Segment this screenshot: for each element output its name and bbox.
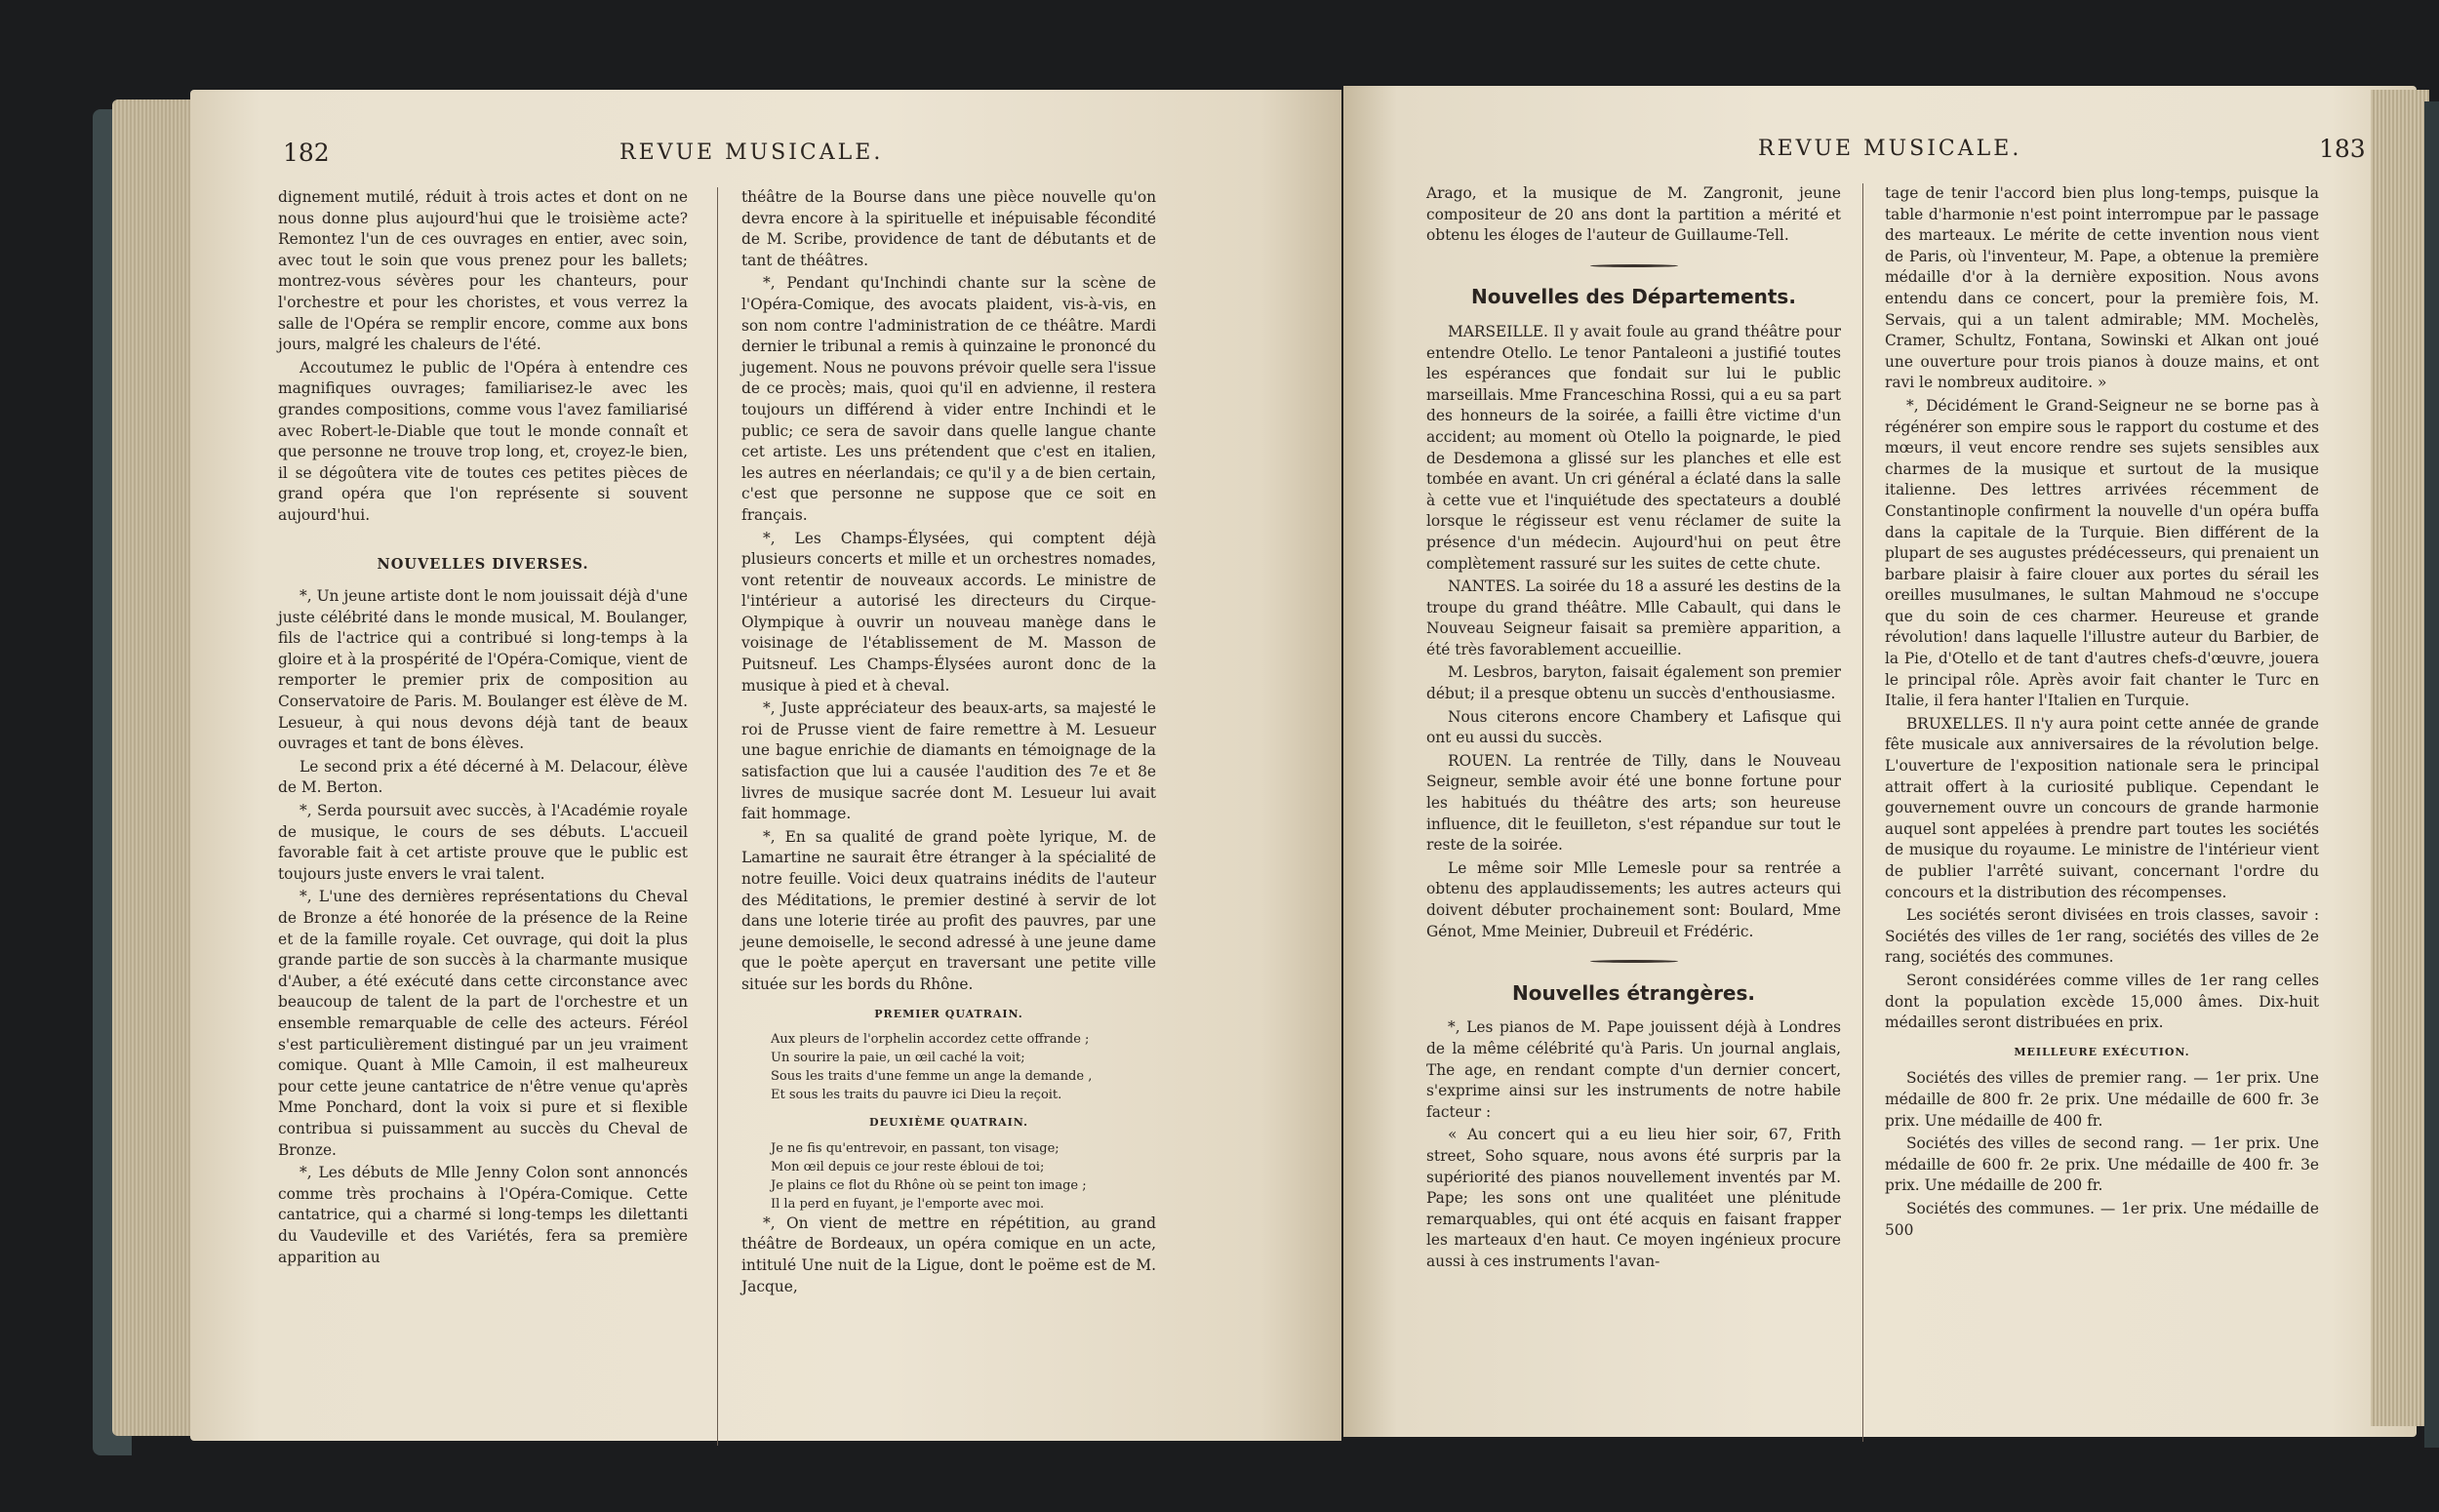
right-column-2 bbox=[1885, 183, 2319, 1243]
section-heading: NOUVELLES DIVERSES. bbox=[377, 555, 589, 573]
paragraph: BRUXELLES. Il n'y aura point cette année de grande fête musicale aux anniversaires de la révolution belge. L'ouverture de l'exposition nationale sera le principal attrait offert à la curiosité publique. Cependant le gouvernement ouvre un concours de grande harmonie auquel sont appelées à prendre part toutes les sociétés de musique du royaume. Le ministre de l'intérieur vient de publier l'arrêté suivant, concernant l'ordre du concours et la distribution des récompenses. bbox=[1885, 714, 2319, 901]
ornament-rule bbox=[1426, 253, 1841, 274]
open-book bbox=[93, 90, 2366, 1455]
paragraph: *, Les Champs-Élysées, qui comptent déjà plusieurs concerts et mille et un orchestres nomades, vont retentir de nouveaux accords. Le ministre de l'intérieur a autorisé les directeurs du Cirque-Olympique à ouvrir un nouveau manège dans le voisinage de l'établissement de M. Masson de Puitsneuf. Les Champs-Élysées auront donc de la musique à pied et à cheval. bbox=[741, 529, 1156, 695]
paragraph: Nous citerons encore Chambery et Lafisque qui ont eu aussi du succès. bbox=[1426, 707, 1841, 747]
left-column-2 bbox=[741, 187, 1156, 1299]
paragraph: Le second prix a été décerné à M. Delacour, élève de M. Berton. bbox=[278, 757, 688, 797]
paragraph: Le même soir Mlle Lemesle pour sa rentrée a obtenu des applaudissements; les autres acteurs qui doivent débuter prochainement sont: Boulard, Mme Génot, Mme Meinier, Dubreuil et Frédéric. bbox=[1426, 858, 1841, 940]
paragraph: Seront considérées comme villes de 1er rang celles dont la population excède 15,000 âmes. Dix-huit médailles seront distribuées en prix. bbox=[1885, 971, 2319, 1032]
page-number-left: 182 bbox=[283, 139, 330, 167]
left-page-edges bbox=[112, 99, 200, 1436]
paragraph: *, Serda poursuit avec succès, à l'Académie royale de musique, le cours de ses débuts. L'accueil favorable fait à cet artiste prouve que le public est toujours juste envers le vrai talent. bbox=[278, 802, 688, 883]
paragraph: dignement mutilé, réduit à trois actes et dont on ne nous donne plus aujourd'hui que le troisième acte? Remontez l'un de ces ouvrages en entier, avec soin, avec tout le soin que vous prenez pour les ballets; montrez-vous sévères pour les chanteurs, pour l'orchestre et pour les choristes, et vous verrez la salle de l'Opéra se remplir encore, comme aux bons jours, malgré les chaleurs de l'été. bbox=[278, 188, 688, 354]
paragraph: MARSEILLE. Il y avait foule au grand théâtre pour entendre Otello. Le tenor Pantaleoni a justifié toutes les espérances que fondait sur lui le public marseillais. Mme Franceschina Rossi, qui a eu sa part des honneurs de la soirée, a failli être victime d'un accident; au moment où Otello la poignarde, le pied de Desdemona a glissé sur les planches et elle est tombée en avant. Un cri général a éclaté dans la salle à cette vue et l'inquiétude des spectateurs a doublé lorsque le régisseur est venu réclamer de suite la présence d'un médecin. Aujourd'hui on peut être complètement rassuré sur les suites de cette chute. bbox=[1426, 322, 1841, 573]
paragraph: *, Les débuts de Mlle Jenny Colon sont annoncés comme très prochains à l'Opéra-Comique. Cette cantatrice, qui a charmé si long-temps les dilettanti du Vaudeville et des Variétés, fera sa première apparition au bbox=[278, 1164, 688, 1266]
running-head-left: REVUE MUSICALE. bbox=[620, 140, 884, 165]
verse-line: Je plains ce flot du Rhône où se peint ton image ; bbox=[771, 1177, 1087, 1193]
paragraph: théâtre de la Bourse dans une pièce nouvelle qu'on devra encore à la spirituelle et inépuisable fécondité de M. Scribe, providence de tant de débutants et de tant de théâtres. bbox=[741, 188, 1156, 269]
ornament-rule bbox=[1426, 948, 1841, 970]
quatrain-1 bbox=[771, 1030, 1156, 1104]
right-page-edges bbox=[2371, 90, 2429, 1426]
verse-line: Aux pleurs de l'orphelin accordez cette offrande ; bbox=[771, 1032, 1090, 1048]
verse-line: Sous les traits d'une femme un ange la demande , bbox=[771, 1069, 1093, 1085]
paragraph: NANTES. La soirée du 18 a assuré les destins de la troupe du grand théâtre. Mlle Cabault, qui dans le Nouveau Seigneur faisait sa première apparition, a été très favorablement accueillie. bbox=[1426, 577, 1841, 658]
paragraph: *, L'une des dernières représentations du Cheval de Bronze a été honorée de la présence de la Reine et de la famille royale. Cet ouvrage, qui doit la plus grande partie de son succès à la charmante musique d'Auber, a été exécuté dans cette circonstance avec beaucoup de talent de la part de l'orchestre et un ensemble remarquable de celle des acteurs. Féréol s'est particulièrement distingué par un jeu vraiment comique. Quant à Mlle Camoin, il est malheureux pour cette jeune cantatrice de n'être venue qu'après Mme Ponchard, dont la voix si pure et si flexible contribua si puissamment au succès du Cheval de Bronze. bbox=[278, 888, 688, 1159]
left-column-1 bbox=[278, 187, 688, 1270]
verse-line: Il la perd en fuyant, je l'emporte avec moi. bbox=[771, 1196, 1045, 1212]
verse-line: Un sourire la paie, un œil caché la voit; bbox=[771, 1051, 1025, 1066]
right-column-1 bbox=[1426, 183, 1841, 1275]
paragraph: *, Décidément le Grand-Seigneur ne se borne pas à régénérer son empire sous le rapport du costume et des mœurs, il veut encore rendre ses sujets sensibles aux charmes de la musique et surtout de la musique italienne. Des lettres arrivées récemment de Constantinople confirment la nouvelle d'un opéra buffa dans la capitale de la Turquie. Bien différent de la plupart de ses augustes prédécesseurs, qui prenaient un barbare plaisir à faire clouer aux portes du sérail les oreilles musulmanes, le sultan Mahmoud ne s'occupe que du soin de ces charmer. Heureuse et grande révolution! dans laquelle l'illustre auteur du Barbier, de la Pie, d'Otello et de tant d'autres chefs-d'œuvre, jouera le principal rôle. Après avoir fait chanter le Turc en Italie, il fera hanter l'Italien en Turquie. bbox=[1885, 396, 2319, 710]
column-divider bbox=[1862, 183, 1863, 1442]
verse-line: Et sous les traits du pauvre ici Dieu la reçoit. bbox=[771, 1088, 1062, 1103]
paragraph: M. Lesbros, baryton, faisait également son premier début; il a presque obtenu un succès d'enthousiasme. bbox=[1426, 663, 1841, 703]
paragraph: *, Un jeune artiste dont le nom jouissait déjà d'une juste célébrité dans le monde musical, M. Boulanger, fils de l'actrice qui a contribué si long-temps à la gloire et à la prospérité de l'Opéra-Comique, vient de remporter le premier prix de composition au Conservatoire de Paris. M. Boulanger est élève de M. Lesueur, à qui nous devons déjà tant de beaux ouvrages et tant de bons élèves. bbox=[278, 587, 688, 753]
paragraph: Les sociétés seront divisées en trois classes, savoir : Sociétés des villes de 1er rang, sociétés des villes de 2e rang, sociétés des communes. bbox=[1885, 906, 2319, 967]
section-heading: Nouvelles étrangères. bbox=[1512, 980, 1755, 1005]
paragraph: *, En sa qualité de grand poète lyrique, M. de Lamartine ne saurait être étranger à la spécialité de notre feuille. Voici deux quatrains inédits de l'auteur des Méditations, le premier destiné à servir de lot dans une loterie tirée au profit des pauvres, par une jeune demoiselle, le second adressé à une jeune dame que le poète aperçut en traversant une petite ville située sur les bords du Rhône. bbox=[741, 827, 1156, 993]
quatrain-title: PREMIER QUATRAIN. bbox=[874, 1007, 1023, 1020]
running-head-right: REVUE MUSICALE. bbox=[1758, 137, 2022, 161]
paragraph: « Au concert qui a eu lieu hier soir, 67, Frith street, Soho square, nous avons été surpris par la supériorité des pianos nouvellement inventés par M. Pape; les sons ont une qualitéet une plénitude remarquables, qui ont été acquis en faisant frapper les marteaux d'en haut. Ce moyen ingénieux procure aussi à ces instruments l'avan- bbox=[1426, 1126, 1841, 1270]
left-page bbox=[190, 90, 1341, 1441]
paragraph: tage de tenir l'accord bien plus long-temps, puisque la table d'harmonie n'est point interrompue par le passage des marteaux. Le mérite de cette invention nous vient de Paris, où l'inventeur, M. Pape, a obtenue la première médaille d'or à la dernière exposition. Nous avons entendu dans ce concert, pour la première fois, M. Servais, qui a un talent admirable; MM. Mochelès, Cramer, Schultz, Fontana, Sowinski et Alkan ont joué une ouverture pour trois pianos à douze mains, et ont ravi le nombreux auditoire. » bbox=[1885, 184, 2319, 392]
quatrain-2 bbox=[771, 1139, 1156, 1214]
column-divider bbox=[717, 187, 718, 1446]
paragraph: *, On vient de mettre en répétition, au grand théâtre de Bordeaux, un opéra comique en un acte, intitulé Une nuit de la Ligue, dont le poëme est de M. Jacque, bbox=[741, 1214, 1156, 1295]
paragraph: ROUEN. La rentrée de Tilly, dans le Nouveau Seigneur, semble avoir été une bonne fortune pour les habitués du théâtre des arts; son heureuse influence, dit le feuilleton, s'est répandue sur tout le reste de la soirée. bbox=[1426, 751, 1841, 855]
paragraph: Sociétés des villes de premier rang. — 1er prix. Une médaille de 800 fr. 2e prix. Une médaille de 600 fr. 3e prix. Une médaille de 400 fr. bbox=[1885, 1069, 2319, 1130]
paragraph: Sociétés des villes de second rang. — 1er prix. Une médaille de 600 fr. 2e prix. Une médaille de 400 fr. 3e prix. Une médaille de 200 fr. bbox=[1885, 1134, 2319, 1195]
paragraph: *, Juste appréciateur des beaux-arts, sa majesté le roi de Prusse vient de faire remettre à M. Lesueur une bague enrichie de diamants en témoignage de la satisfaction que lui a causée l'audition des 7e et 8e livres de musique sacrée dont M. Lesueur lui avait fait hommage. bbox=[741, 699, 1156, 823]
paragraph: *, Les pianos de M. Pape jouissent déjà à Londres de la même célébrité qu'à Paris. Un journal anglais, The age, en rendant compte d'un dernier concert, s'exprime ainsi sur les instruments de notre habile facteur : bbox=[1426, 1018, 1841, 1121]
paragraph: Accoutumez le public de l'Opéra à entendre ces magnifiques ouvrages; familiarisez-le avec les grandes compositions, comme vous l'avez familiarisé avec Robert-le-Diable que tout le monde connaît et que personne ne trouve trop long, et, croyez-le bien, il se dégoûtera vite de toutes ces petites pièces de grand opéra que l'on représente si souvent aujourd'hui. bbox=[278, 358, 688, 524]
page-number-right: 183 bbox=[2319, 135, 2366, 163]
paragraph: Sociétés des communes. — 1er prix. Une médaille de 500 bbox=[1885, 1199, 2319, 1239]
right-page bbox=[1343, 86, 2417, 1437]
paragraph: Arago, et la musique de M. Zangronit, jeune compositeur de 20 ans dont la partition a mérité et obtenu les éloges de l'auteur de Guillaume-Tell. bbox=[1426, 184, 1841, 245]
verse-line: Mon œil depuis ce jour reste ébloui de toi; bbox=[771, 1159, 1045, 1174]
right-cover bbox=[2424, 101, 2439, 1448]
section-heading: MEILLEURE EXÉCUTION. bbox=[2014, 1045, 2190, 1058]
verse-line: Je ne fis qu'entrevoir, en passant, ton visage; bbox=[771, 1140, 1060, 1156]
section-heading: Nouvelles des Départements. bbox=[1471, 285, 1796, 309]
quatrain-title: DEUXIÈME QUATRAIN. bbox=[869, 1116, 1028, 1130]
paragraph: *, Pendant qu'Inchindi chante sur la scène de l'Opéra-Comique, des avocats plaident, vis-à-vis, en son nom contre l'administration de ce théâtre. Mardi dernier le tribunal a remis à quinzaine le prononcé du jugement. Nous ne pouvons prévoir quelle sera l'issue de ce procès; mais, quoi qu'il en advienne, il restera toujours un différend à vider entre Inchindi et le public; ce sera de savoir dans quelle langue chante cet artiste. Les uns prétendent que c'est en italien, les autres en néerlandais; ce qu'il y a de bien certain, c'est que personne ne suppose que ce soit en français. bbox=[741, 274, 1156, 524]
